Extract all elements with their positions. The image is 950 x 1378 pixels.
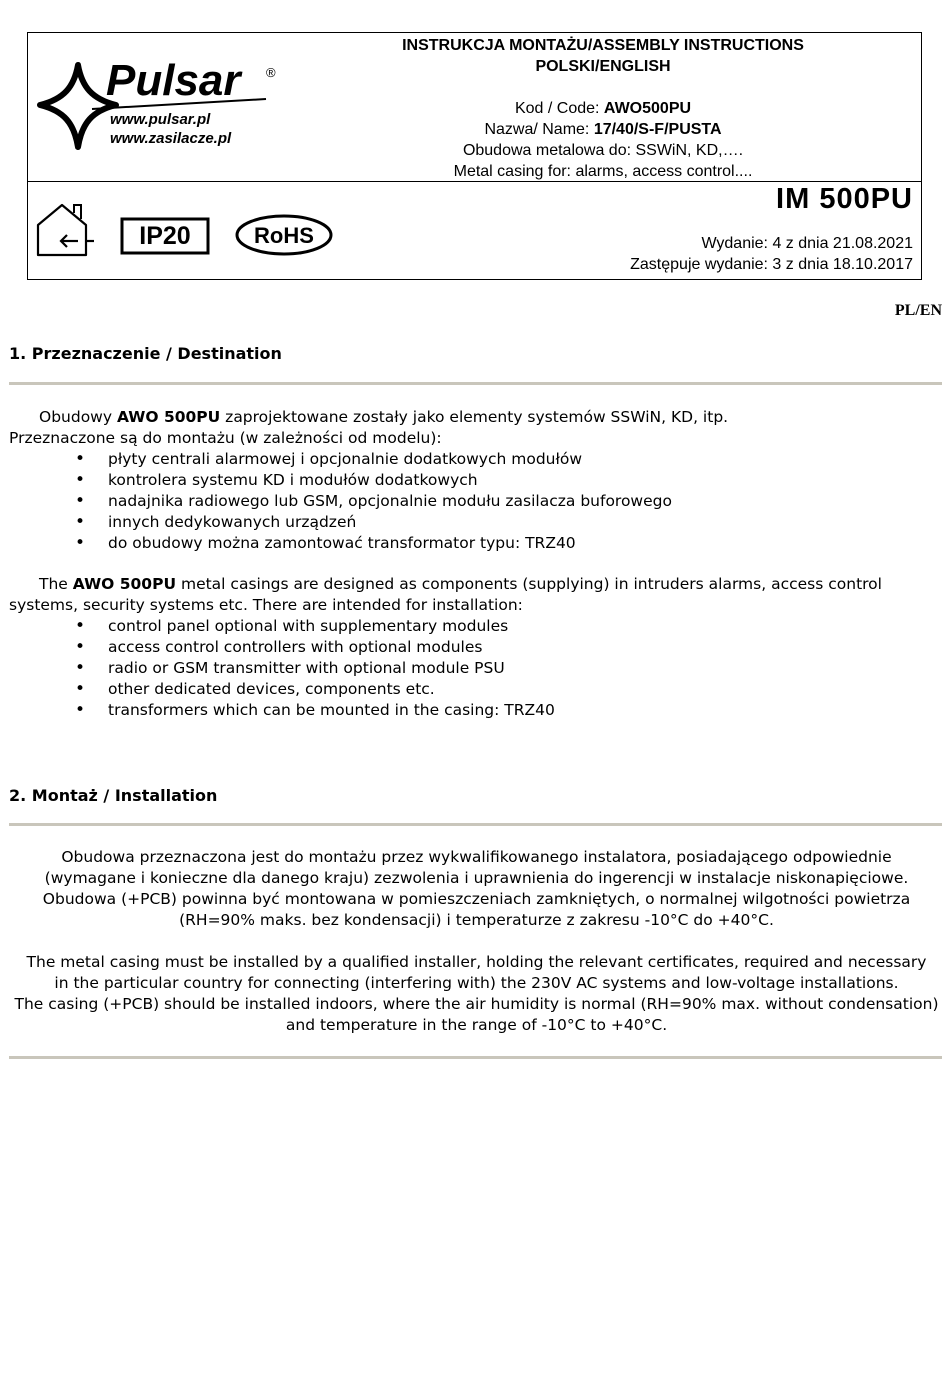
product-name-line [368,119,838,140]
en-line: in the particular country for connecting (interfering with) the 230V AC systems and low-voltage installations. [54,974,899,992]
section-2-title: 2. Montaż / Installation [9,786,218,805]
list-item: • płyty centrali alarmowej i opcjonalnie dodatkowych modułów [9,449,944,470]
rohs-label: RoHS [254,223,314,248]
edition-line: Wydanie: 4 z dnia 21.08.2021 [701,235,913,252]
list-item: • other dedicated devices, components etc. [9,679,944,700]
pl-list [9,449,944,554]
description-pl: Obudowa metalowa do: SSWiN, KD,…. [462,142,744,159]
section-2-end-rule [9,1056,942,1059]
product-model: AWO 500PU [116,408,221,426]
code-value: AWO500PU [603,100,692,117]
list-item: • innych dedykowanych urządzeń [9,512,944,533]
en-line: The casing (+PCB) should be installed indoors, where the air humidity is normal (RH=90% max. without condensation) [14,995,939,1013]
description-en: Metal casing for: alarms, access control.... [453,163,753,180]
svg-text:®: ® [266,65,276,80]
pulsar-logo [34,57,284,157]
header-divider [28,181,921,182]
certification-icons [34,201,344,261]
indoor-house-icon [38,205,94,255]
pl-line: (wymagane i konieczne dla danego kraju) zezwolenia i uprawnienia do ingerencji w instalacje niskonapięciowe. [44,869,909,887]
en-list [9,616,944,721]
list-item: • control panel optional with supplementary modules [9,616,944,637]
product-model: AWO 500PU [72,575,177,593]
list-item: • nadajnika radiowego lub GSM, opcjonalnie modułu zasilacza buforowego [9,491,944,512]
list-item: • do obudowy można zamontować transformator typu: TRZ40 [9,533,944,554]
section-1-body [9,407,944,721]
edition-info [630,233,913,275]
language-tag: PL/EN [894,302,942,319]
pl-intro: Obudowy AWO 500PU zaprojektowane zostały jako elementy systemów SSWiN, KD, itp. [39,408,729,426]
product-code-line [368,98,838,119]
header-titles [368,35,838,182]
list-item: • access control controllers with optional modules [9,637,944,658]
brand-url-1: www.pulsar.pl [110,111,211,128]
name-value: 17/40/S-F/PUSTA [593,121,722,138]
language-title: POLSKI/ENGLISH [535,58,671,75]
pl-line: Obudowa przeznaczona jest do montażu przez wykwalifikowanego instalatora, posiadającego odpowiednie [61,848,892,866]
document-code: IM 500PU [776,183,913,215]
list-item: • radio or GSM transmitter with optional module PSU [9,658,944,679]
list-item: • transformers which can be mounted in the casing: TRZ40 [9,700,944,721]
en-line: The metal casing must be installed by a qualified installer, holding the relevant certificates, required and necessary [26,953,927,971]
replaces-line: Zastępuje wydanie: 3 z dnia 18.10.2017 [630,256,913,273]
ip20-label: IP20 [139,222,191,250]
pl-line: Obudowa (+PCB) powinna być montowana w pomieszczeniach zamkniętych, o normalnej wilgotności powietrza [42,890,911,908]
section-2-body [9,847,944,1036]
name-label: Nazwa/ Name: [484,121,594,138]
document-header [27,32,922,280]
section-1-rule [9,382,942,385]
en-line: and temperature in the range of -10°C to +40°C. [285,1016,668,1034]
en-intro: The AWO 500PU metal casings are designed as components (supplying) in intruders alarms, access control systems, security systems etc. There are intended for installation: [9,575,882,614]
list-item: • kontrolera systemu KD i modułów dodatkowych [9,470,944,491]
pl-line: (RH=90% maks. bez kondensacji) i temperaturze z zakresu -10°C do +40°C. [179,911,774,929]
section-2-rule [9,823,942,826]
instruction-title: INSTRUKCJA MONTAŻU/ASSEMBLY INSTRUCTIONS [402,37,804,54]
brand-url-2: www.zasilacze.pl [110,130,232,147]
code-label: Kod / Code: [514,100,604,117]
pl-intro-2: Przeznaczone są do montażu (w zależności od modelu): [9,429,442,447]
brand-name: Pulsar [106,56,241,105]
section-1-title: 1. Przeznaczenie / Destination [9,344,282,363]
